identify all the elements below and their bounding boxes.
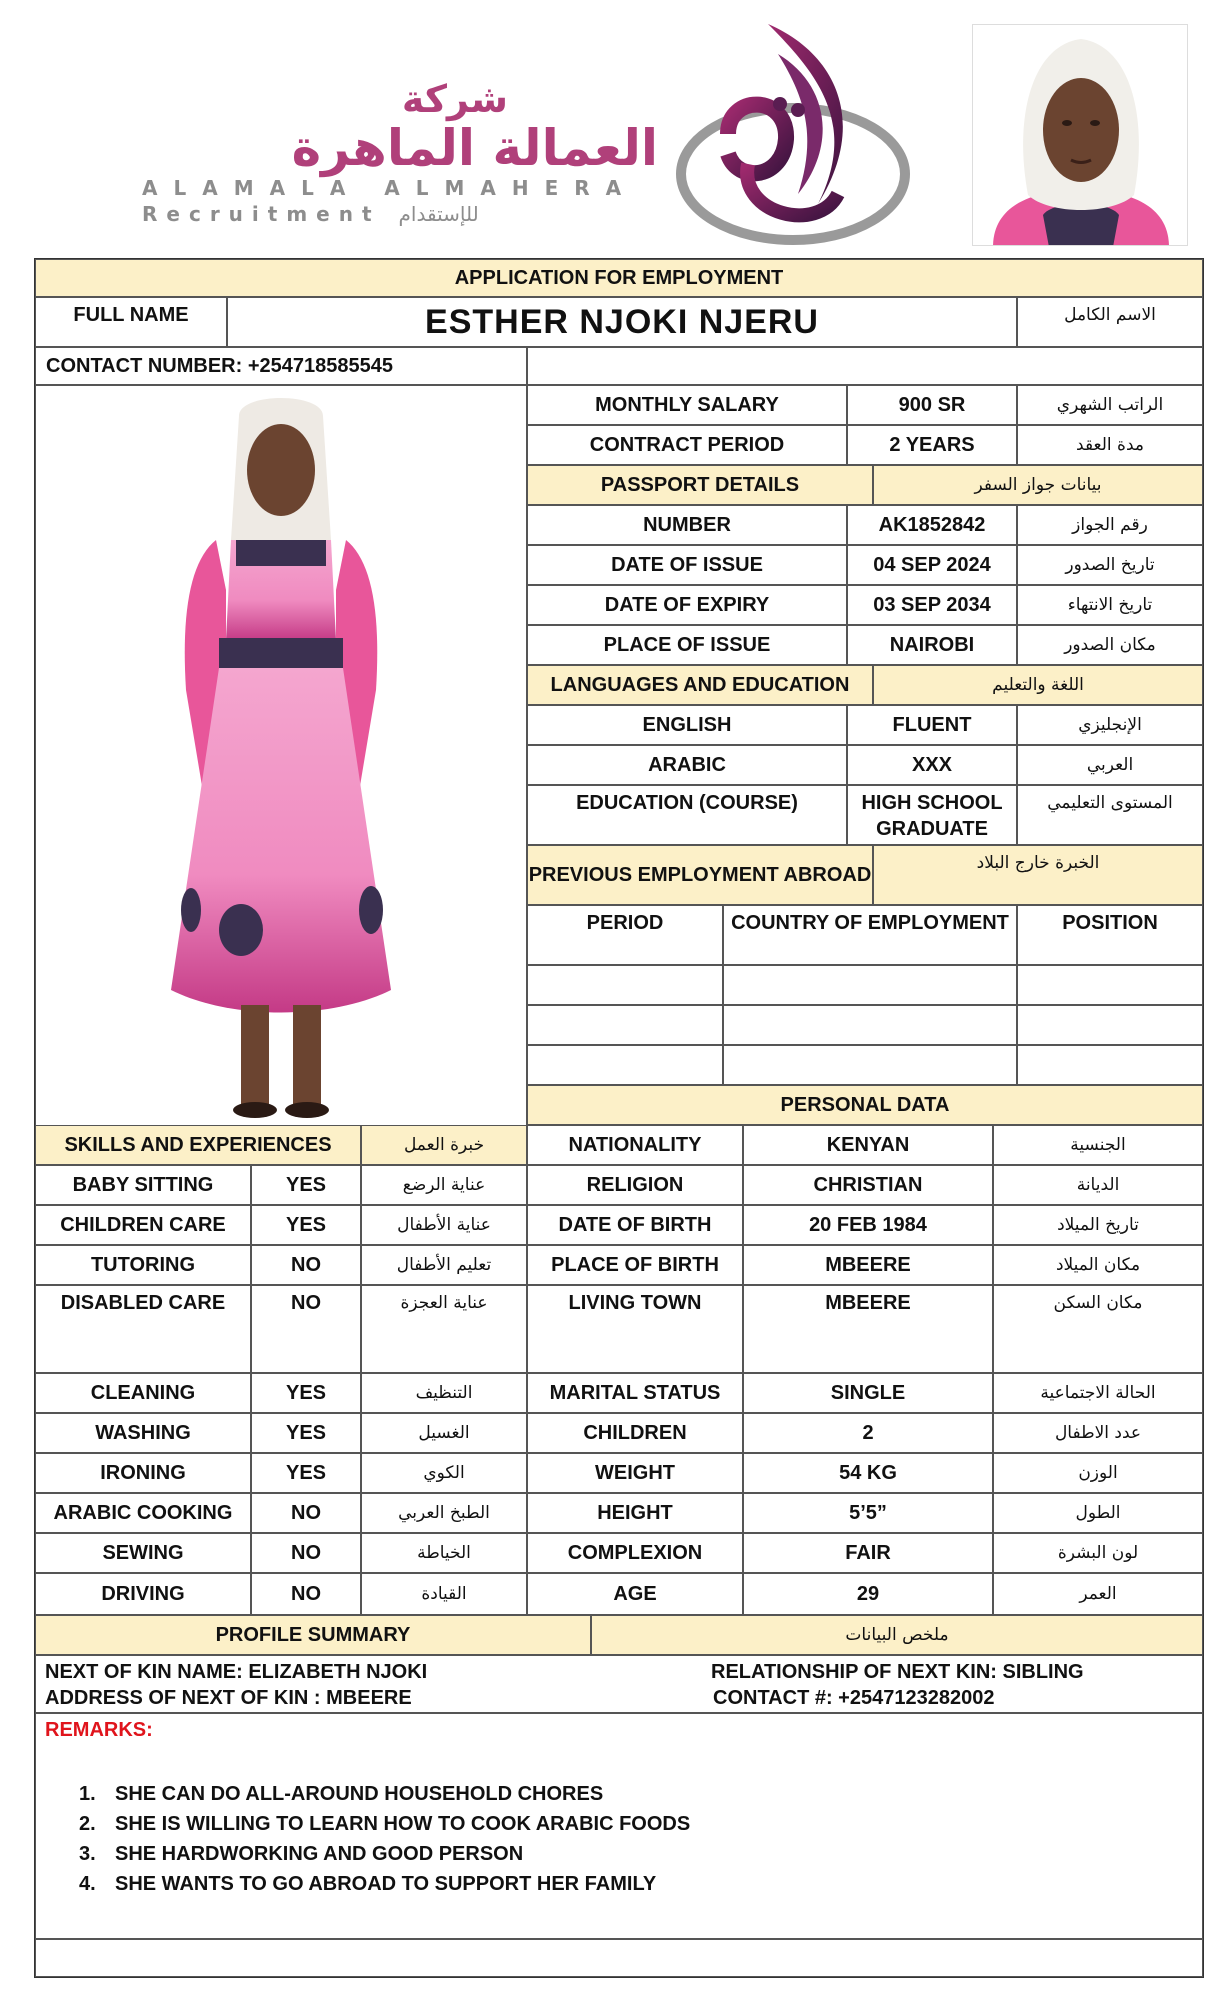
remark-item — [79, 1809, 690, 1839]
personal-label-arabic: مكان الميلاد — [993, 1245, 1203, 1285]
remark-item — [79, 1839, 690, 1869]
skill-label: ARABIC COOKING — [35, 1493, 251, 1533]
skill-value: YES — [251, 1205, 361, 1245]
next-of-kin-address: ADDRESS OF NEXT OF KIN : MBEERE — [45, 1687, 412, 1709]
contact-number: CONTACT NUMBER: +254718585545 — [35, 347, 527, 385]
skill-value: YES — [251, 1373, 361, 1413]
personal-label-arabic: الجنسية — [993, 1125, 1203, 1165]
skill-value: YES — [251, 1413, 361, 1453]
logo-recruitment: Recruitment — [142, 202, 381, 226]
employment-period-cell — [527, 965, 723, 1005]
employment-position-cell — [1017, 1045, 1203, 1085]
place-of-issue-label: PLACE OF ISSUE — [527, 625, 847, 665]
previous-employment-section-title-arabic: الخبرة خارج البلاد — [873, 845, 1203, 905]
skill-label: DRIVING — [35, 1573, 251, 1615]
skill-label: WASHING — [35, 1413, 251, 1453]
company-logo-english — [142, 176, 662, 226]
employment-period-cell — [527, 1045, 723, 1085]
date-of-issue-value: 04 SEP 2024 — [847, 545, 1017, 585]
company-emblem-icon — [668, 14, 918, 254]
logo-arabic-recruitment: للإستقدام — [398, 202, 479, 226]
employment-country-cell — [723, 965, 1017, 1005]
monthly-salary-label-arabic: الراتب الشهري — [1017, 385, 1203, 425]
skill-label: TUTORING — [35, 1245, 251, 1285]
personal-label-arabic: لون البشرة — [993, 1533, 1203, 1573]
full-name-value: ESTHER NJOKI NJERU — [227, 297, 1017, 347]
date-of-expiry-value: 03 SEP 2034 — [847, 585, 1017, 625]
personal-value: 5’5” — [743, 1493, 993, 1533]
passport-section-title: PASSPORT DETAILS — [527, 465, 873, 505]
passport-number-value: AK1852842 — [847, 505, 1017, 545]
personal-label: PLACE OF BIRTH — [527, 1245, 743, 1285]
profile-summary-title: PROFILE SUMMARY — [35, 1615, 591, 1655]
personal-label-arabic: الديانة — [993, 1165, 1203, 1205]
arabic-value: XXX — [847, 745, 1017, 785]
arabic-label: ARABIC — [527, 745, 847, 785]
skill-value: NO — [251, 1493, 361, 1533]
personal-value: 29 — [743, 1573, 993, 1615]
personal-value: SINGLE — [743, 1373, 993, 1413]
personal-label: HEIGHT — [527, 1493, 743, 1533]
skill-label-arabic: القيادة — [361, 1573, 527, 1615]
date-of-expiry-label: DATE OF EXPIRY — [527, 585, 847, 625]
applicant-headshot-photo — [972, 24, 1188, 246]
skill-value: YES — [251, 1165, 361, 1205]
skill-label-arabic: الكوي — [361, 1453, 527, 1493]
monthly-salary-value: 900 SR — [847, 385, 1017, 425]
remarks-title: REMARKS: — [45, 1719, 153, 1741]
personal-label-arabic: الحالة الاجتماعية — [993, 1373, 1203, 1413]
personal-label: AGE — [527, 1573, 743, 1615]
personal-label: MARITAL STATUS — [527, 1373, 743, 1413]
employment-period-cell — [527, 1005, 723, 1045]
remark-number: 1. — [79, 1783, 96, 1805]
position-header: POSITION — [1017, 905, 1203, 965]
employment-position-cell — [1017, 1005, 1203, 1045]
languages-section-title-arabic: اللغة والتعليم — [873, 665, 1203, 705]
personal-label-arabic: الوزن — [993, 1453, 1203, 1493]
personal-label-arabic: عدد الاطفال — [993, 1413, 1203, 1453]
employment-application-form — [34, 258, 1204, 1978]
skill-value: NO — [251, 1573, 361, 1615]
logo-arabic-top: شركة — [401, 77, 508, 121]
skill-value: NO — [251, 1285, 361, 1373]
contract-period-label-arabic: مدة العقد — [1017, 425, 1203, 465]
remark-item — [79, 1779, 690, 1809]
profile-summary-title-arabic: ملخص البيانات — [591, 1615, 1203, 1655]
english-label: ENGLISH — [527, 705, 847, 745]
skill-label-arabic: عناية العجزة — [361, 1285, 527, 1373]
skill-label: BABY SITTING — [35, 1165, 251, 1205]
employment-country-cell — [723, 1005, 1017, 1045]
country-of-employment-header: COUNTRY OF EMPLOYMENT — [723, 905, 1017, 965]
remark-number: 3. — [79, 1843, 96, 1865]
form-title: APPLICATION FOR EMPLOYMENT — [35, 259, 1203, 297]
date-of-issue-label: DATE OF ISSUE — [527, 545, 847, 585]
skill-label-arabic: عناية الأطفال — [361, 1205, 527, 1245]
document-header — [0, 0, 1224, 255]
personal-label-arabic: مكان السكن — [993, 1285, 1203, 1373]
remark-text: SHE CAN DO ALL-AROUND HOUSEHOLD CHORES — [115, 1783, 604, 1805]
skill-value: NO — [251, 1245, 361, 1285]
skills-section-title-arabic: خبرة العمل — [361, 1125, 527, 1165]
skill-label: SEWING — [35, 1533, 251, 1573]
personal-value: MBEERE — [743, 1285, 993, 1373]
personal-label: NATIONALITY — [527, 1125, 743, 1165]
personal-data-section-title: PERSONAL DATA — [527, 1085, 1203, 1125]
next-of-kin-name: NEXT OF KIN NAME: ELIZABETH NJOKI — [45, 1661, 428, 1683]
passport-section-title-arabic: بيانات جواز السفر — [873, 465, 1203, 505]
full-name-label: FULL NAME — [35, 297, 227, 347]
skills-section-title: SKILLS AND EXPERIENCES — [35, 1125, 361, 1165]
logo-arabic-main: العمالة الماهرة — [291, 119, 658, 177]
remark-number: 4. — [79, 1873, 96, 1895]
personal-value: 54 KG — [743, 1453, 993, 1493]
personal-value: 20 FEB 1984 — [743, 1205, 993, 1245]
skill-label-arabic: التنظيف — [361, 1373, 527, 1413]
skill-label-arabic: تعليم الأطفال — [361, 1245, 527, 1285]
personal-label-arabic: تاريخ الميلاد — [993, 1205, 1203, 1245]
skill-label: CLEANING — [35, 1373, 251, 1413]
personal-value: MBEERE — [743, 1245, 993, 1285]
personal-label: DATE OF BIRTH — [527, 1205, 743, 1245]
english-value: FLUENT — [847, 705, 1017, 745]
personal-value: 2 — [743, 1413, 993, 1453]
personal-label: COMPLEXION — [527, 1533, 743, 1573]
personal-value: FAIR — [743, 1533, 993, 1573]
personal-label: CHILDREN — [527, 1413, 743, 1453]
education-label: EDUCATION (COURSE) — [527, 785, 847, 845]
logo-english-name: ALAMALA ALMAHERA — [142, 176, 638, 200]
previous-employment-section-title: PREVIOUS EMPLOYMENT ABROAD — [527, 845, 873, 905]
monthly-salary-label: MONTHLY SALARY — [527, 385, 847, 425]
applicant-full-body-photo — [35, 385, 527, 1135]
personal-label: WEIGHT — [527, 1453, 743, 1493]
personal-label-arabic: العمر — [993, 1573, 1203, 1615]
blank-footer-row — [35, 1939, 1203, 1977]
personal-value: KENYAN — [743, 1125, 993, 1165]
personal-value: CHRISTIAN — [743, 1165, 993, 1205]
date-of-issue-label-arabic: تاريخ الصدور — [1017, 545, 1203, 585]
passport-number-label-arabic: رقم الجواز — [1017, 505, 1203, 545]
company-logo-arabic — [138, 78, 658, 176]
personal-label-arabic: الطول — [993, 1493, 1203, 1533]
education-label-arabic: المستوى التعليمي — [1017, 785, 1203, 845]
skill-value: NO — [251, 1533, 361, 1573]
contract-period-value: 2 YEARS — [847, 425, 1017, 465]
remark-text: SHE IS WILLING TO LEARN HOW TO COOK ARABIC FOODS — [115, 1813, 691, 1835]
remark-number: 2. — [79, 1813, 96, 1835]
employment-position-cell — [1017, 965, 1203, 1005]
place-of-issue-label-arabic: مكان الصدور — [1017, 625, 1203, 665]
remark-text: SHE HARDWORKING AND GOOD PERSON — [115, 1843, 524, 1865]
skill-label-arabic: عناية الرضع — [361, 1165, 527, 1205]
period-header: PERIOD — [527, 905, 723, 965]
skill-label-arabic: الخياطة — [361, 1533, 527, 1573]
personal-label: LIVING TOWN — [527, 1285, 743, 1373]
english-label-arabic: الإنجليزي — [1017, 705, 1203, 745]
skill-label: DISABLED CARE — [35, 1285, 251, 1373]
next-of-kin-contact: CONTACT #: +2547123282002 — [713, 1687, 995, 1709]
skill-label-arabic: الغسيل — [361, 1413, 527, 1453]
remark-item — [79, 1869, 690, 1899]
contract-period-label: CONTRACT PERIOD — [527, 425, 847, 465]
remark-text: SHE WANTS TO GO ABROAD TO SUPPORT HER FAMILY — [115, 1873, 657, 1895]
skill-value: YES — [251, 1453, 361, 1493]
full-name-label-arabic: الاسم الكامل — [1017, 297, 1203, 347]
arabic-label-arabic: العربي — [1017, 745, 1203, 785]
skill-label: IRONING — [35, 1453, 251, 1493]
next-of-kin-relationship: RELATIONSHIP OF NEXT KIN: SIBLING — [711, 1661, 1084, 1683]
employment-country-cell — [723, 1045, 1017, 1085]
remarks-list — [79, 1779, 690, 1899]
passport-number-label: NUMBER — [527, 505, 847, 545]
place-of-issue-value: NAIROBI — [847, 625, 1017, 665]
personal-label: RELIGION — [527, 1165, 743, 1205]
skill-label-arabic: الطبخ العربي — [361, 1493, 527, 1533]
education-value: HIGH SCHOOL GRADUATE — [847, 785, 1017, 845]
date-of-expiry-label-arabic: تاريخ الانتهاء — [1017, 585, 1203, 625]
contact-row-blank — [527, 347, 1203, 385]
languages-section-title: LANGUAGES AND EDUCATION — [527, 665, 873, 705]
skill-label: CHILDREN CARE — [35, 1205, 251, 1245]
